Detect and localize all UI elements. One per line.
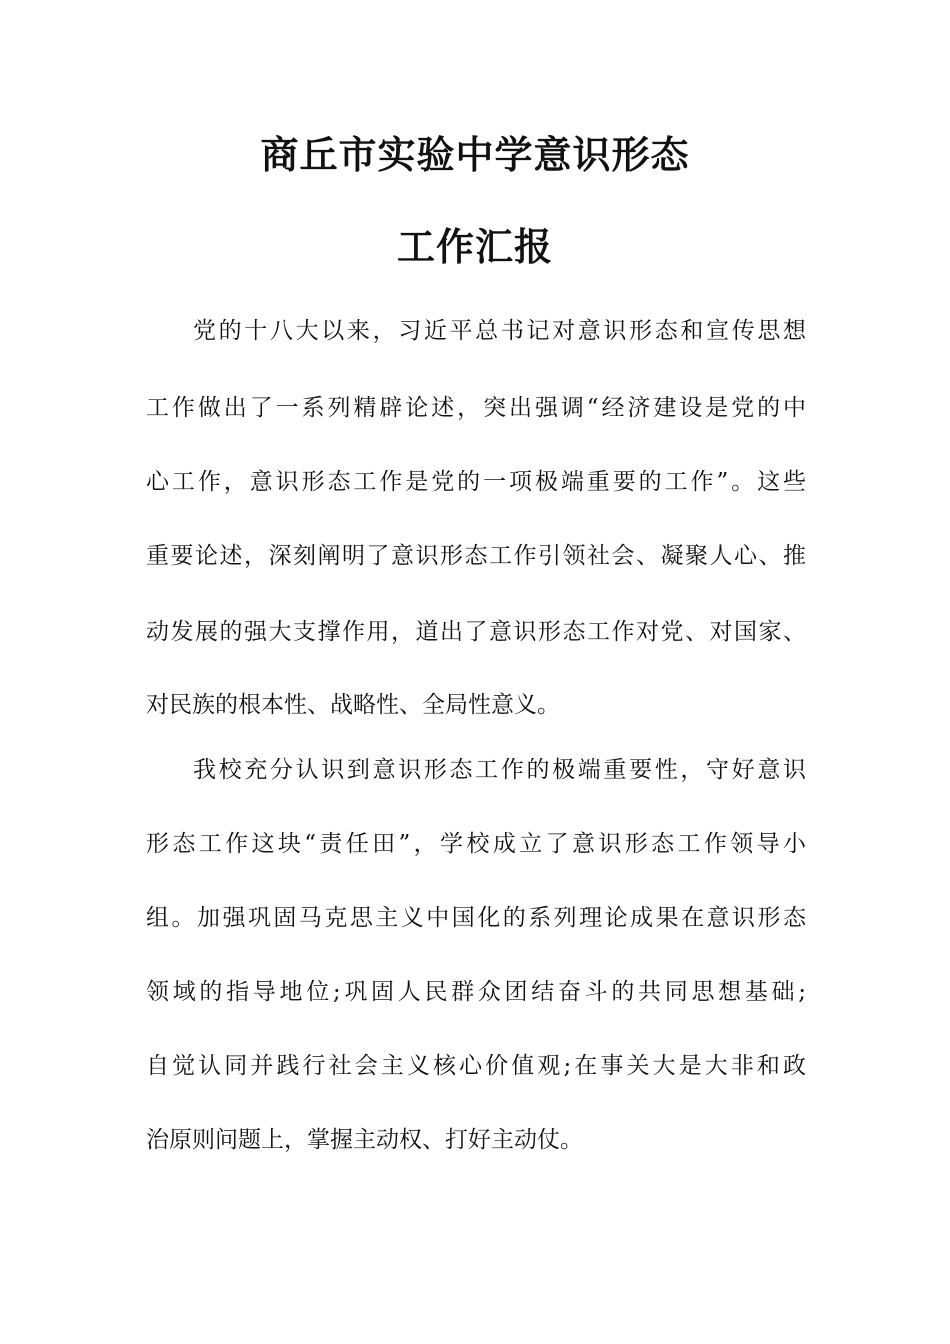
paragraph-1-line-6: 对民族的根本性、战略性、全局性意义。 [146, 692, 560, 718]
paragraph-1-line-3: 心工作，意识形态工作是党的一项极端重要的工作”。这些 [146, 469, 806, 495]
paragraph-2-line-4: 领域的指导地位;巩固人民群众团结奋斗的共同思想基础; [146, 979, 806, 1005]
paragraph-2-line-3: 组。加强巩固马克思主义中国化的系列理论成果在意识形态 [146, 905, 806, 931]
document-title-line-1: 商丘市实验中学意识形态 [260, 133, 690, 177]
paragraph-2-line-5: 自觉认同并践行社会主义核心价值观;在事关大是大非和政 [146, 1053, 806, 1079]
document-title-line-2: 工作汇报 [396, 225, 553, 269]
paragraph-1-line-4: 重要论述，深刻阐明了意识形态工作引领社会、凝聚人心、推 [146, 543, 806, 569]
paragraph-1-line-2: 工作做出了一系列精辟论述，突出强调“经济建设是党的中 [146, 395, 806, 421]
paragraph-1-line-5: 动发展的强大支撑作用，道出了意识形态工作对党、对国家、 [146, 619, 806, 645]
paragraph-1-line-1: 党的十八大以来，习近平总书记对意识形态和宣传思想 [193, 318, 806, 344]
paragraph-2-line-6: 治原则问题上，掌握主动权、打好主动仗。 [146, 1127, 583, 1153]
paragraph-2-line-1: 我校充分认识到意识形态工作的极端重要性，守好意识 [193, 757, 806, 783]
paragraph-2-line-2: 形态工作这块“责任田”，学校成立了意识形态工作领导小 [146, 831, 806, 857]
